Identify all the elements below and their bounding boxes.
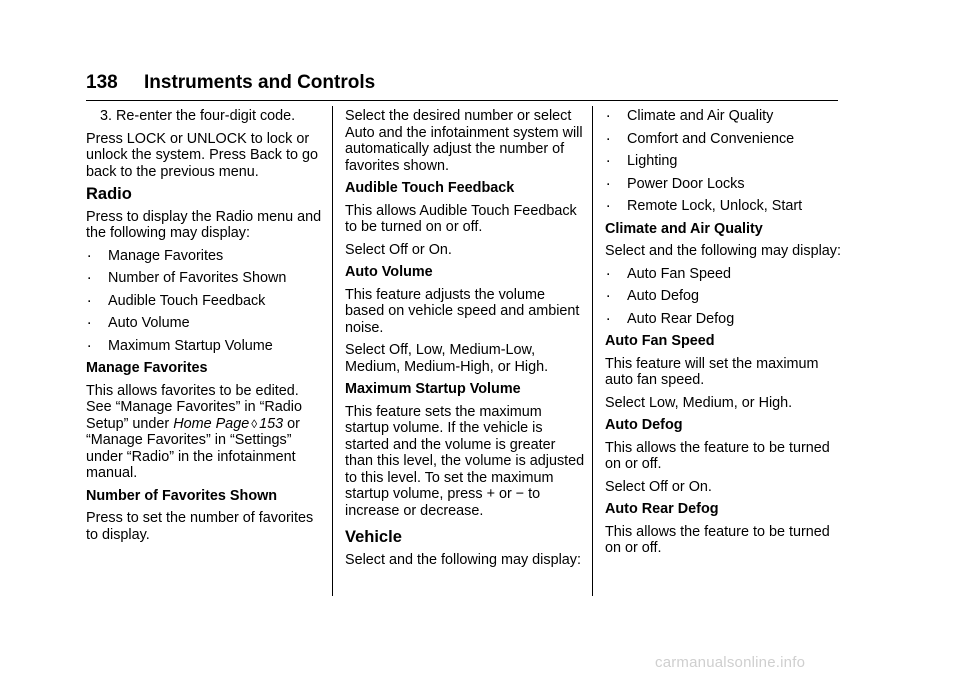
audible-select: Select Off or On. bbox=[345, 241, 452, 258]
auto-volume-heading: Auto Volume bbox=[345, 264, 433, 280]
bullet-icon: . bbox=[606, 104, 611, 121]
bullet-icon: . bbox=[87, 311, 92, 328]
radio-paragraph: Press to display the Radio menu and the following may display: bbox=[86, 208, 322, 241]
list-item bbox=[86, 311, 326, 332]
bullet-icon: . bbox=[87, 288, 92, 306]
vehicle-paragraph: Select and the following may display: bbox=[345, 551, 581, 568]
audible-paragraph: This allows Audible Touch Feedback to be turned on or off. bbox=[345, 202, 577, 235]
list-item bbox=[605, 306, 845, 328]
column-divider-1 bbox=[332, 106, 333, 596]
number-favorites-paragraph: Press to set the number of favorites to display. bbox=[86, 510, 314, 543]
list-item bbox=[86, 288, 326, 310]
max-volume-paragraph: This feature sets the maximum startup volume. If the vehicle is started and the volume is greater than this level, the volume is adjusted to this level. To set the maximum startup volume, press + or − to increase or decrease. bbox=[345, 403, 585, 519]
page-ref-icon: ◊ bbox=[251, 416, 258, 431]
list-item-label: Auto Volume bbox=[108, 315, 190, 331]
auto-fan-heading: Auto Fan Speed bbox=[605, 333, 715, 349]
list-item bbox=[86, 266, 326, 287]
auto-rear-defog-heading: Auto Rear Defog bbox=[605, 501, 719, 517]
list-item-label: Auto Rear Defog bbox=[627, 310, 735, 327]
list-item-label: Manage Favorites bbox=[108, 247, 224, 264]
list-item-label: Comfort and Convenience bbox=[627, 130, 795, 147]
select-number-paragraph: Select the desired number or select Auto and the infotainment system will automatically adjust the number of favorites shown. bbox=[345, 108, 583, 174]
column-3 bbox=[605, 104, 845, 563]
radio-heading: Radio bbox=[86, 185, 132, 203]
list-item bbox=[605, 261, 845, 283]
list-item bbox=[605, 104, 845, 125]
manage-favorites-paragraph bbox=[86, 383, 326, 482]
section-title: Instruments and Controls bbox=[144, 72, 376, 93]
bullet-icon: . bbox=[606, 194, 611, 211]
bullet-icon: . bbox=[606, 306, 611, 324]
climate-heading: Climate and Air Quality bbox=[605, 220, 763, 237]
lock-paragraph: Press LOCK or UNLOCK to lock or unlock the system. Press Back to go back to the previous menu. bbox=[86, 130, 318, 180]
bullet-icon: . bbox=[87, 266, 92, 283]
list-item-label: Number of Favorites Shown bbox=[108, 270, 287, 286]
column-divider-2 bbox=[592, 106, 593, 596]
manage-favorites-heading: Manage Favorites bbox=[86, 360, 208, 376]
auto-fan-select: Select Low, Medium, or High. bbox=[605, 394, 793, 411]
max-volume-heading: Maximum Startup Volume bbox=[345, 381, 521, 397]
list-item-label: Lighting bbox=[627, 153, 678, 169]
number-favorites-heading: Number of Favorites Shown bbox=[86, 487, 278, 504]
list-item bbox=[605, 171, 845, 193]
header-divider bbox=[86, 100, 838, 101]
bullet-icon: . bbox=[606, 171, 611, 189]
bullet-icon: . bbox=[87, 243, 92, 261]
bullet-icon: . bbox=[606, 284, 611, 301]
step-3: 3. Re-enter the four-digit code. bbox=[100, 108, 296, 124]
list-item-label: Climate and Air Quality bbox=[627, 108, 774, 124]
auto-rear-defog-paragraph: This allows the feature to be turned on or off. bbox=[605, 523, 830, 556]
page-ref-number[interactable]: 153 bbox=[259, 415, 284, 432]
auto-fan-paragraph: This feature will set the maximum auto fan speed. bbox=[605, 355, 819, 388]
bullet-icon: . bbox=[606, 126, 611, 144]
auto-defog-select: Select Off or On. bbox=[605, 478, 712, 495]
auto-volume-paragraph: This feature adjusts the volume based on vehicle speed and ambient noise. bbox=[345, 286, 580, 336]
manage-text-a: This allows favorites to be edited. See “Manage Favorites” in “Radio Setup” under bbox=[86, 382, 302, 432]
watermark-text: carmanualsonline.info bbox=[655, 654, 806, 671]
page-header bbox=[86, 70, 838, 102]
page-number: 138 bbox=[86, 72, 118, 93]
auto-defog-paragraph: This allows the feature to be turned on or off. bbox=[605, 439, 830, 472]
list-item-label: Auto Fan Speed bbox=[627, 265, 732, 282]
list-item bbox=[86, 333, 326, 355]
bullet-icon: . bbox=[606, 149, 611, 166]
bullet-icon: . bbox=[87, 333, 92, 351]
bullet-icon: . bbox=[606, 261, 611, 279]
audible-heading: Audible Touch Feedback bbox=[345, 180, 515, 196]
list-item bbox=[605, 284, 845, 305]
list-item-label: Power Door Locks bbox=[627, 175, 745, 192]
list-item-label: Remote Lock, Unlock, Start bbox=[627, 198, 803, 214]
list-item-label: Auto Defog bbox=[627, 288, 700, 304]
home-page-link[interactable]: Home Page bbox=[173, 415, 250, 432]
column-1 bbox=[86, 108, 326, 549]
climate-paragraph: Select and the following may display: bbox=[605, 243, 841, 259]
auto-defog-heading: Auto Defog bbox=[605, 417, 683, 433]
list-item bbox=[605, 126, 845, 148]
vehicle-heading: Vehicle bbox=[345, 528, 402, 546]
list-item-label: Maximum Startup Volume bbox=[108, 337, 273, 354]
list-item bbox=[86, 243, 326, 265]
column-2 bbox=[345, 108, 585, 574]
list-item bbox=[605, 194, 845, 215]
auto-volume-select: Select Off, Low, Medium-Low, Medium, Medium-High, or High. bbox=[345, 342, 549, 375]
list-item-label: Audible Touch Feedback bbox=[108, 292, 266, 309]
list-item bbox=[605, 149, 845, 170]
manage-text-b: or “Manage Favorites” in “Settings” under “Radio” in the infotainment manual. bbox=[86, 415, 300, 481]
